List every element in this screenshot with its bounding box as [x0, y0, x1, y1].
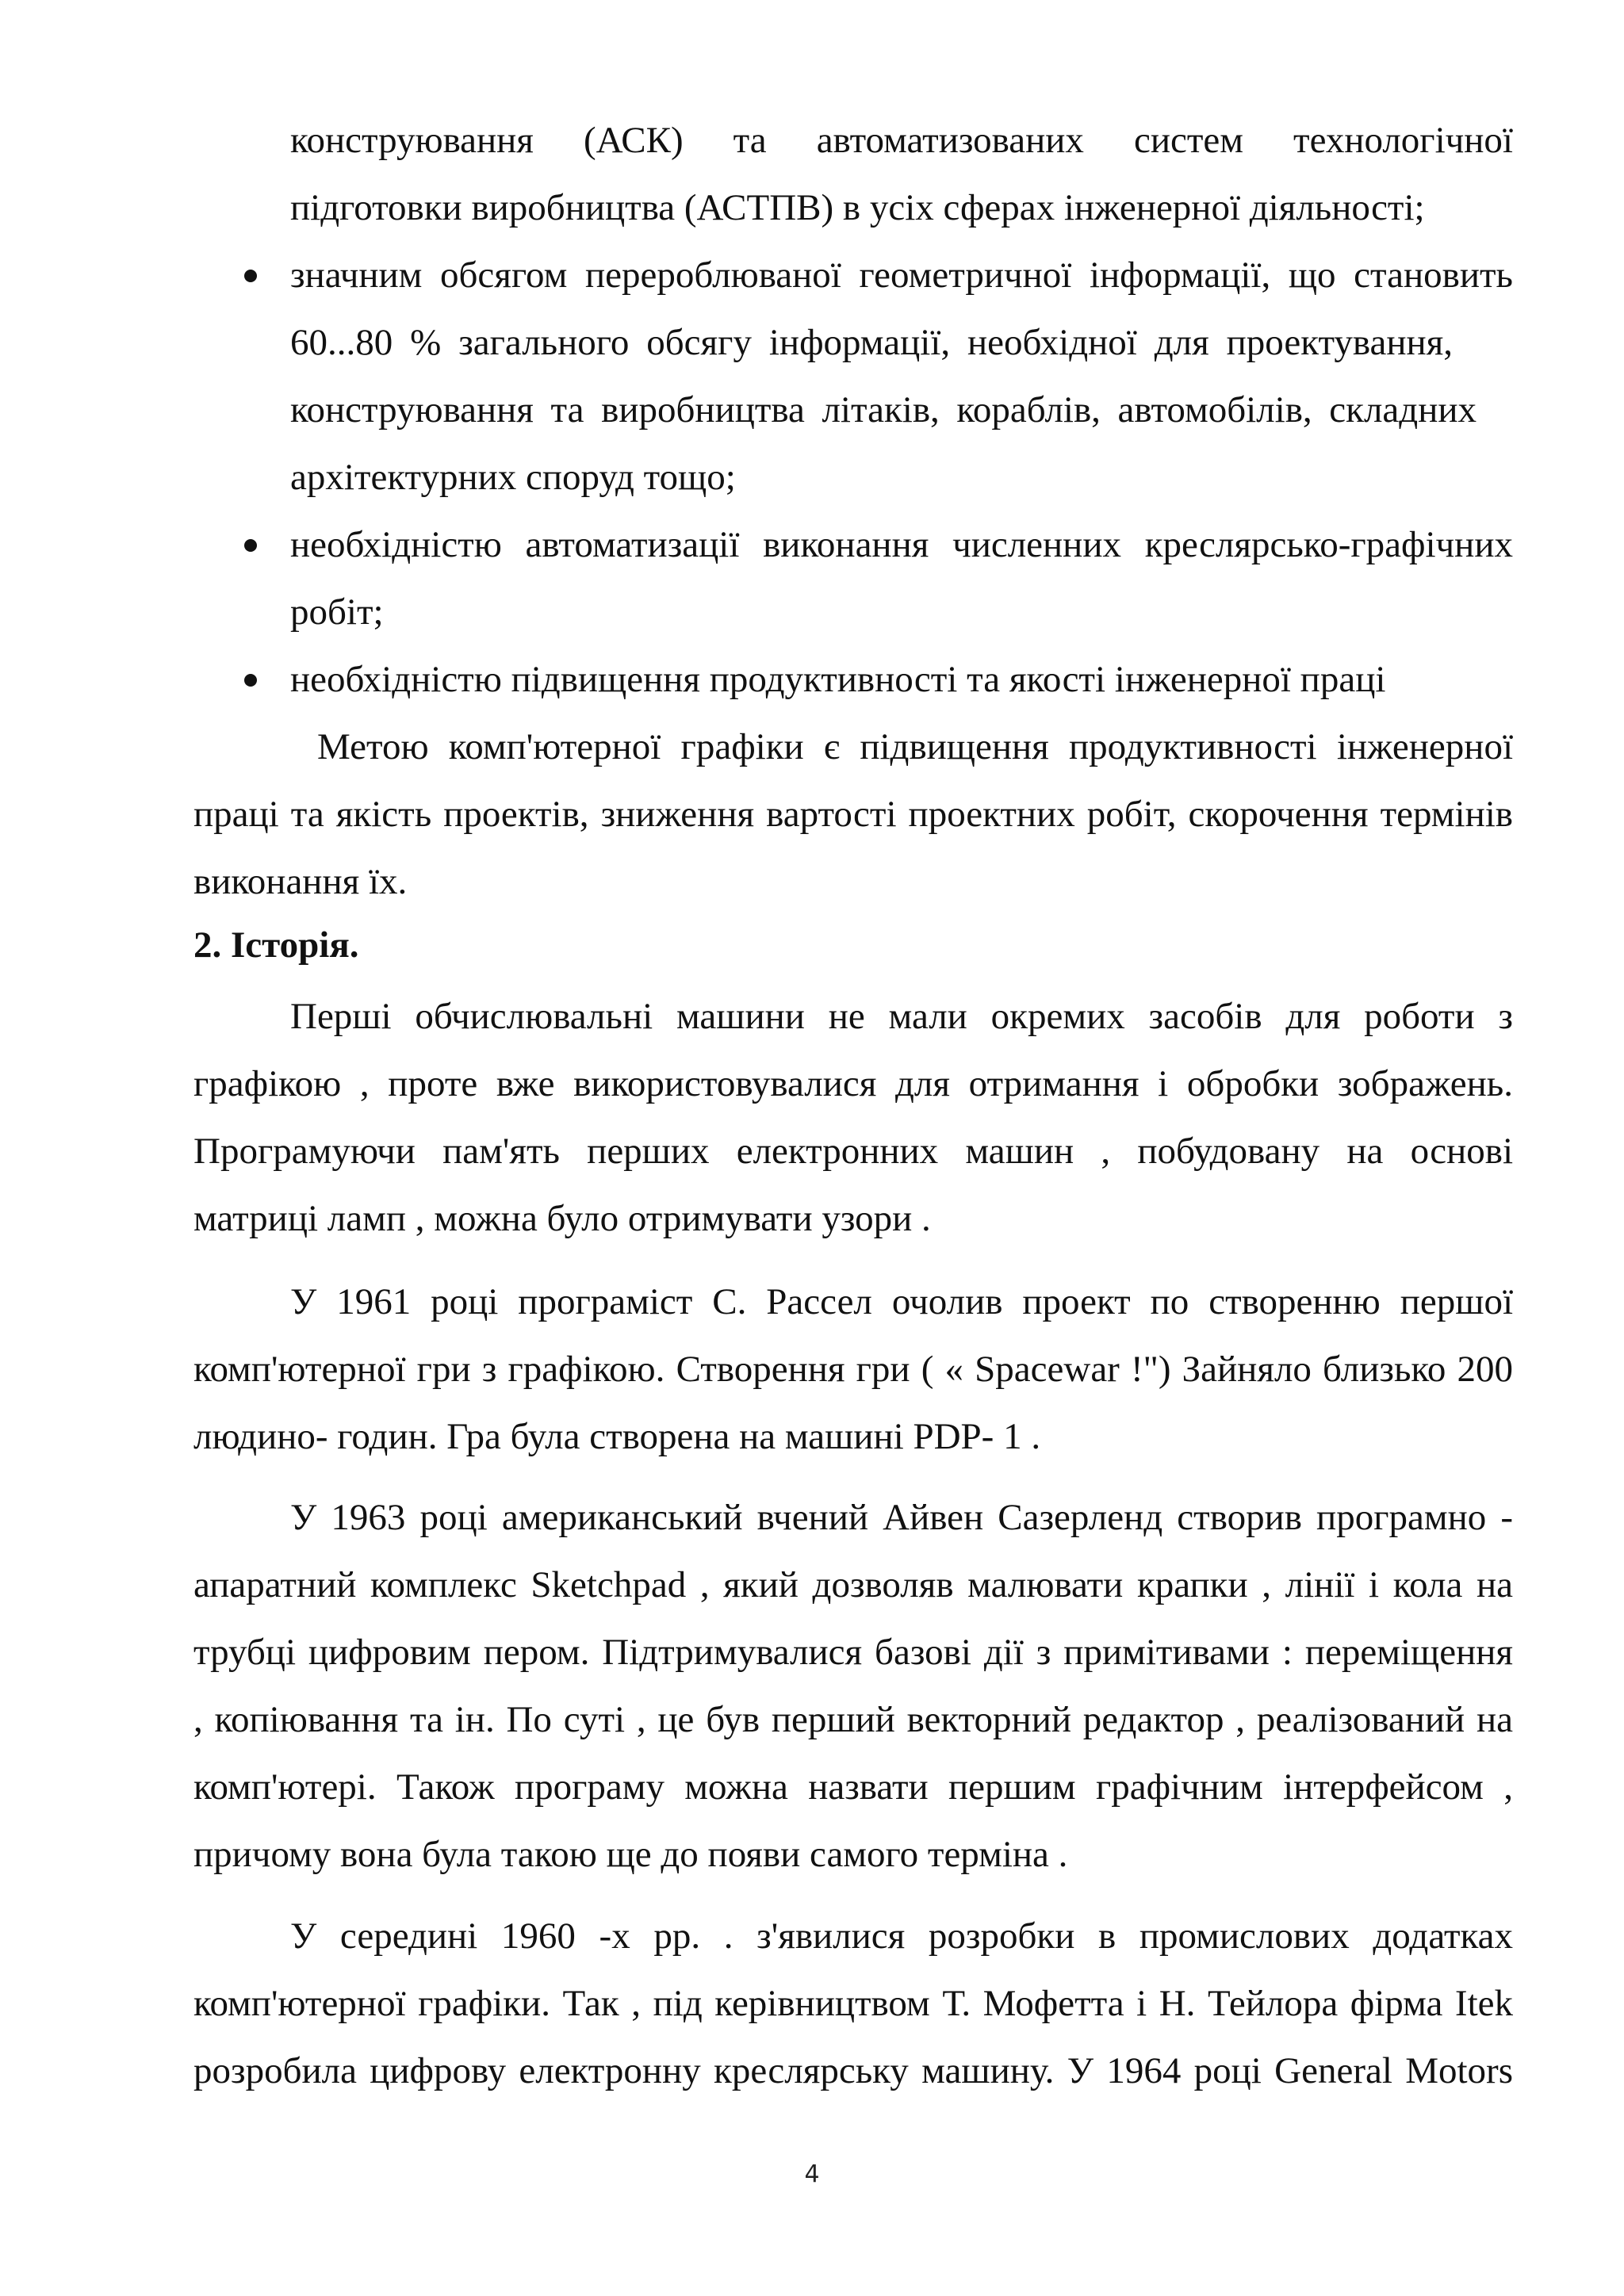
paragraph-2-line-1: У 1961 році програміст С. Рассел очолив проект по створенню першої	[290, 1281, 1513, 1322]
bullet-3-line-1: необхідністю підвищення продуктивності та якості інженерної праці	[290, 659, 1386, 700]
bullet-1-line-2: 60...80 % загального обсягу інформації, необхідної для проектування,	[290, 322, 1453, 363]
continuation-line-1: конструювання (АСК) та автоматизованих систем технологічної	[290, 120, 1513, 161]
bullet-2-line-2: робіт;	[290, 591, 384, 633]
paragraph-3-line-3: трубці цифровим пером. Підтримувалися базові дії з примітивами : переміщення	[193, 1632, 1513, 1673]
bullet-1-line-3: конструювання та виробництва літаків, кораблів, автомобілів, складних	[290, 389, 1477, 430]
goal-paragraph-line-1: Метою комп'ютерної графіки є підвищення продуктивності інженерної	[317, 726, 1513, 767]
paragraph-1-line-2: графікою , проте вже використовувалися для отримання і обробки зображень.	[193, 1063, 1513, 1104]
bullet-icon	[244, 674, 257, 687]
paragraph-3-line-2: апаратний комплекс Sketchpad , який дозволяв малювати крапки , лінії і кола на	[193, 1564, 1513, 1605]
continuation-line-2: підготовки виробництва (АСТПВ) в усіх сферах інженерної діяльності;	[290, 187, 1425, 228]
paragraph-4-line-3: розробила цифрову електронну креслярську машину. У 1964 році General Motors	[193, 2050, 1513, 2091]
paragraph-2-line-3: людино- годин. Гра була створена на машині PDP- 1 .	[193, 1416, 1041, 1457]
goal-paragraph-line-3: виконання їх.	[193, 861, 408, 902]
page-number: 4	[804, 2160, 820, 2188]
paragraph-1-line-3: Програмуючи пам'ять перших електронних машин , побудовану на основі	[193, 1131, 1513, 1172]
paragraph-3-line-6: причому вона була такою ще до появи самого терміна .	[193, 1834, 1068, 1875]
paragraph-4-line-1: У середині 1960 -х рр. . з'явилися розробки в промислових додатках	[290, 1915, 1513, 1957]
paragraph-2-line-2: комп'ютерної гри з графікою. Створення гри ( « Spacewar !") Зайняло близько 200	[193, 1349, 1513, 1390]
paragraph-3-line-4: , копіювання та ін. По суті , це був перший векторний редактор , реалізований на	[193, 1699, 1513, 1740]
paragraph-1-line-4: матриці ламп , можна було отримувати узори .	[193, 1198, 931, 1239]
paragraph-3-line-5: комп'ютері. Також програму можна назвати першим графічним інтерфейсом ,	[193, 1766, 1513, 1808]
goal-paragraph-line-2: праці та якість проектів, зниження вартості проектних робіт, скорочення термінів	[193, 794, 1513, 835]
bullet-1-line-4: архітектурних споруд тощо;	[290, 457, 736, 498]
paragraph-3-line-1: У 1963 році американський вчений Айвен Сазерленд створив програмно -	[290, 1497, 1513, 1538]
section-heading: 2. Історія.	[193, 924, 359, 966]
bullet-icon	[244, 270, 257, 282]
bullet-2-line-1: необхідністю автоматизації виконання численних креслярсько-графічних	[290, 524, 1513, 565]
paragraph-1-line-1: Перші обчислювальні машини не мали окремих засобів для роботи з	[290, 996, 1513, 1037]
bullet-icon	[244, 539, 257, 552]
bullet-1-line-1: значним обсягом перероблюваної геометричної інформації, що становить	[290, 254, 1513, 296]
paragraph-4-line-2: комп'ютерної графіки. Так , під керівництвом Т. Мофетта і Н. Тейлора фірма Itek	[193, 1983, 1513, 2024]
